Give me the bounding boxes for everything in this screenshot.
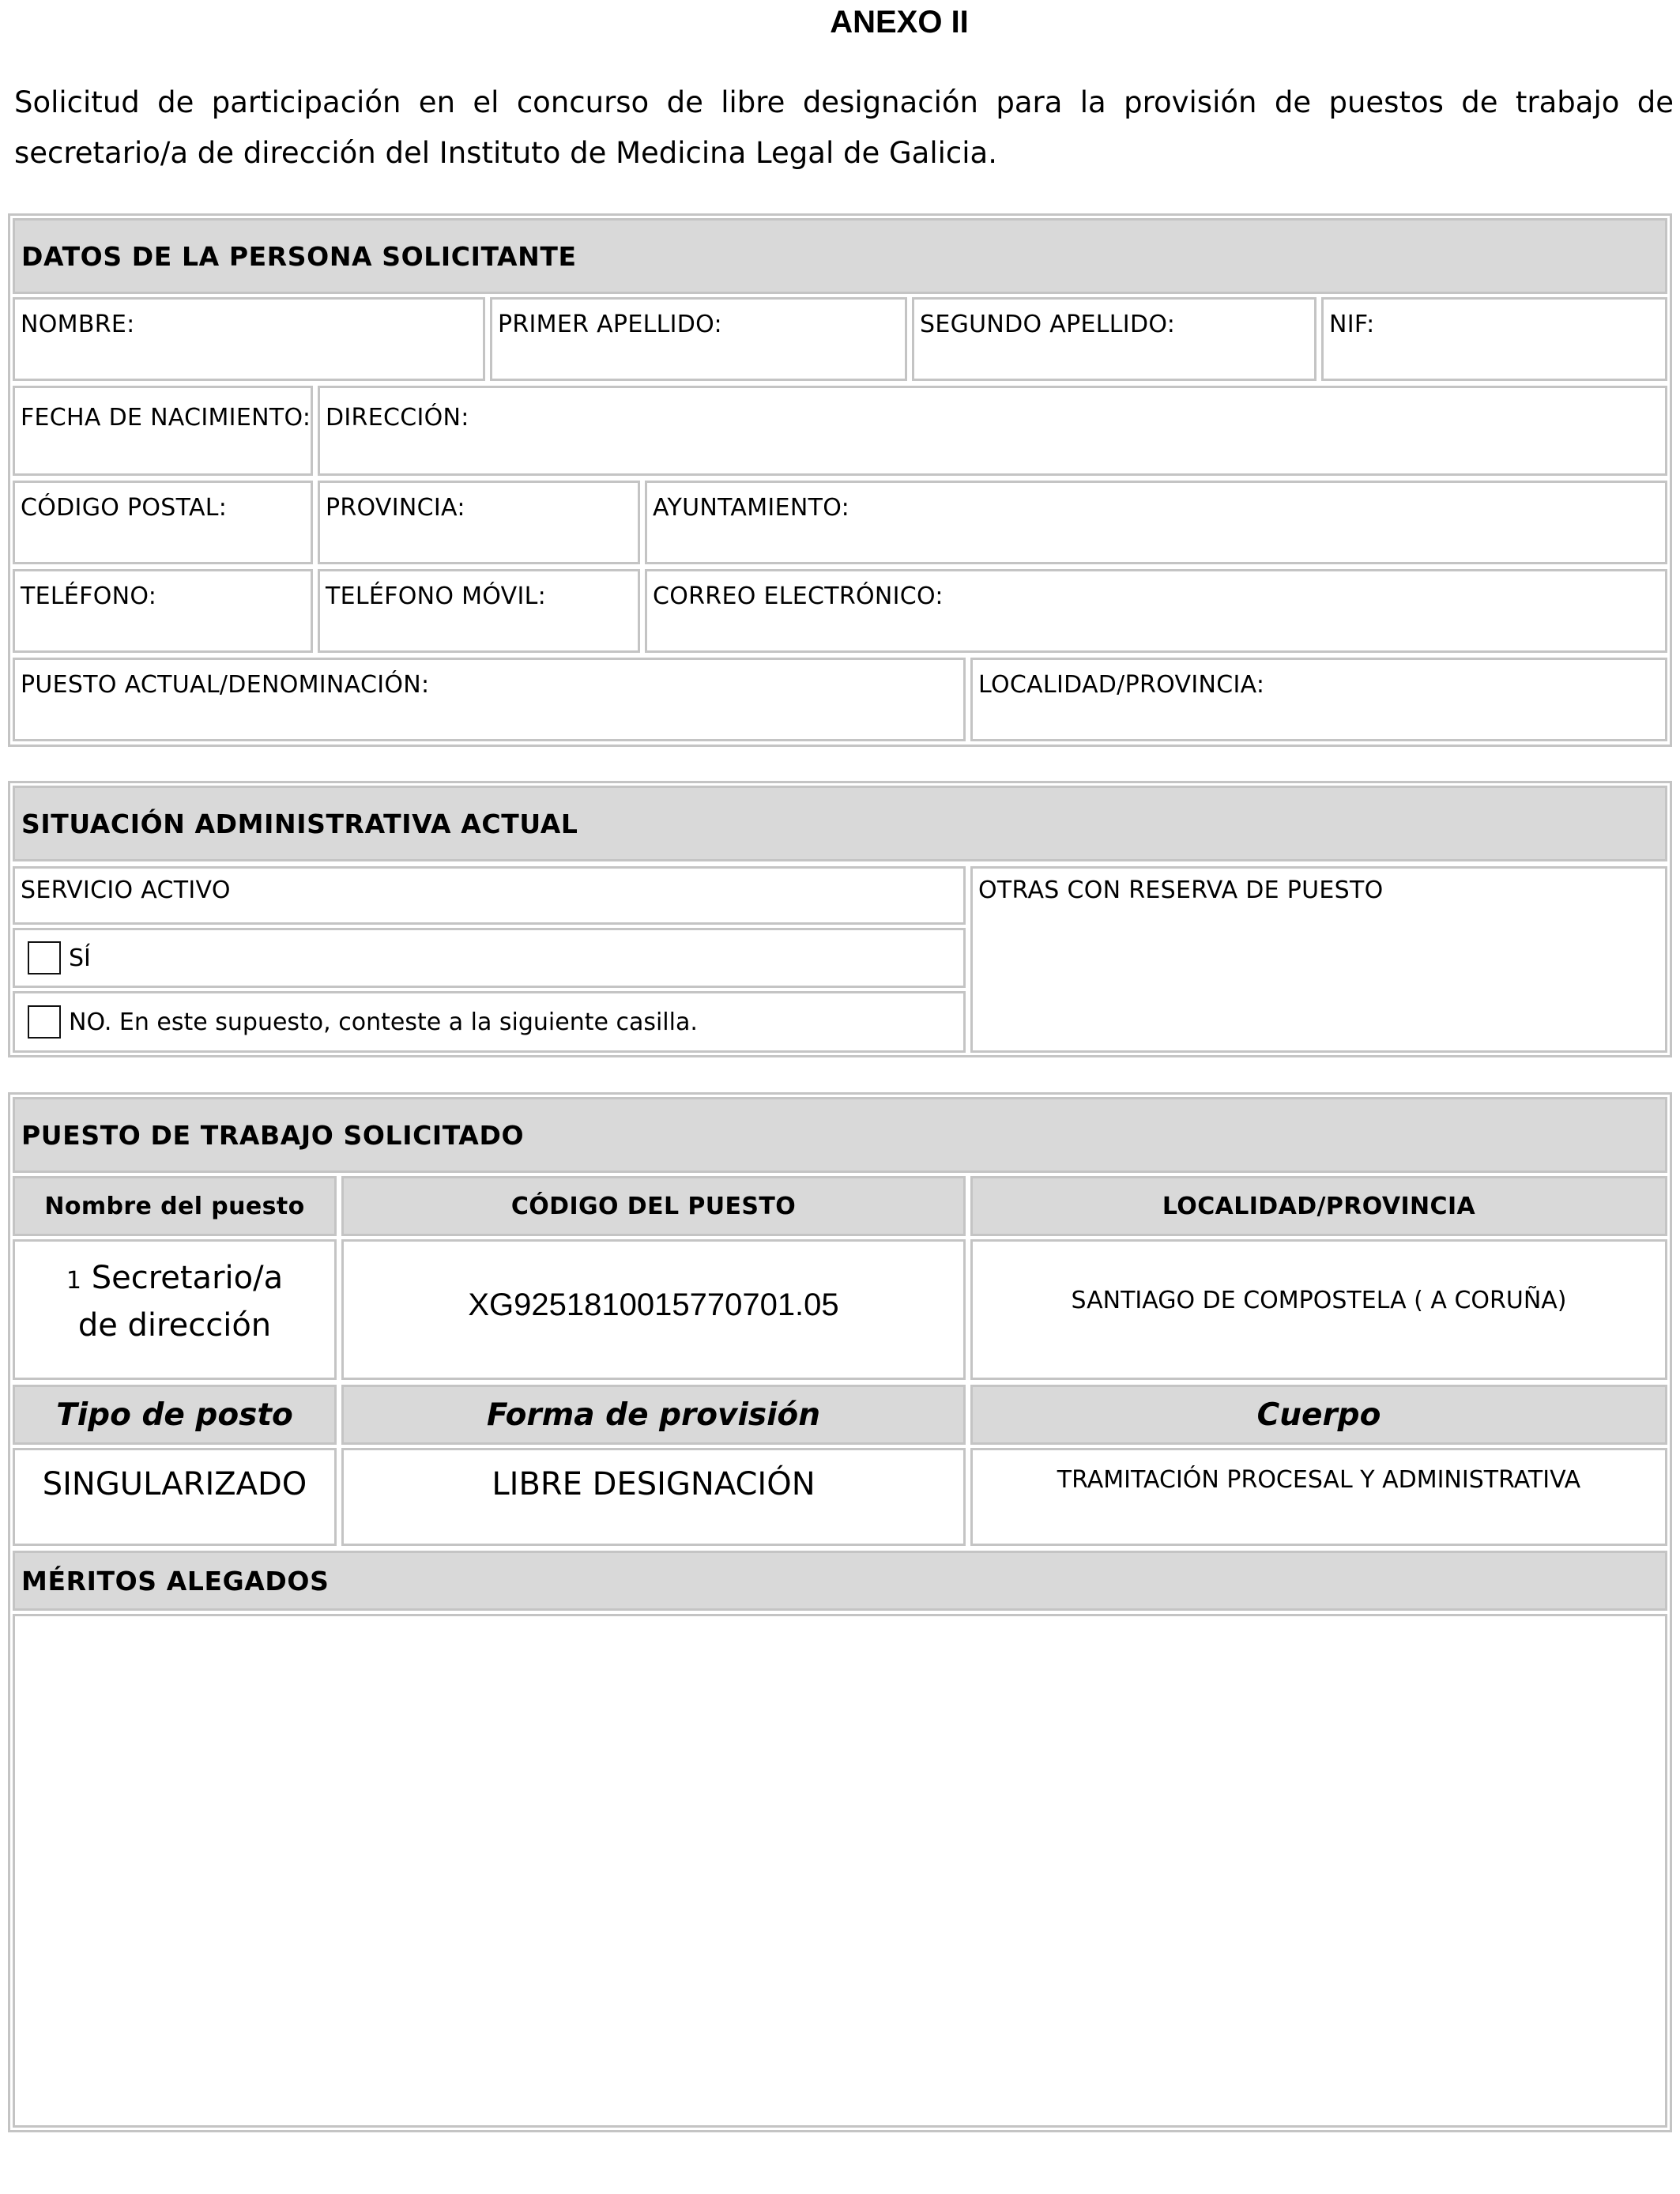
option-no-row[interactable] [13, 991, 966, 1053]
col-header-localidad-provincia: LOCALIDAD/PROVINCIA [970, 1176, 1667, 1236]
fecha-nacimiento-field[interactable]: FECHA DE NACIMIENTO: [13, 386, 313, 476]
position-location: SANTIAGO DE COMPOSTELA ( A CORUÑA) [1071, 1286, 1567, 1314]
ayuntamiento-field[interactable]: AYUNTAMIENTO: [645, 481, 1667, 564]
telefono-field[interactable]: TELÉFONO: [13, 569, 313, 653]
no-checkbox[interactable] [28, 1005, 61, 1039]
tipo-posto-value [13, 1448, 337, 1546]
forma-provision-value [341, 1448, 966, 1546]
position-code: XG9251810015770701.05 [468, 1287, 839, 1322]
option-si-row[interactable] [13, 928, 966, 988]
cuerpo-value [970, 1448, 1667, 1546]
page-title: ANEXO II [830, 5, 969, 40]
segundo-apellido-field[interactable]: SEGUNDO APELLIDO: [912, 297, 1317, 381]
position-section-heading: PUESTO DE TRABAJO SOLICITADO [13, 1097, 1667, 1173]
col-header-tipo-posto: Tipo de posto [13, 1385, 337, 1445]
col-header-cuerpo: Cuerpo [970, 1385, 1667, 1445]
option-si-label: SÍ [69, 944, 91, 972]
position-type: SINGULARIZADO [42, 1466, 307, 1502]
situation-section-heading: SITUACIÓN ADMINISTRATIVA ACTUAL [13, 786, 1667, 861]
nombre-puesto-value [13, 1239, 337, 1380]
col-header-codigo-puesto: CÓDIGO DEL PUESTO [341, 1176, 966, 1236]
nif-field[interactable]: NIF: [1321, 297, 1667, 381]
position-name: Secretario/a de dirección [77, 1260, 284, 1344]
position-body: TRAMITACIÓN PROCESAL Y ADMINISTRATIVA [1057, 1466, 1581, 1494]
direccion-field[interactable]: DIRECCIÓN: [318, 386, 1667, 476]
servicio-activo-label: SERVICIO ACTIVO [13, 866, 966, 925]
codigo-puesto-value [341, 1239, 966, 1380]
primer-apellido-field[interactable]: PRIMER APELLIDO: [490, 297, 907, 381]
applicant-section-heading: DATOS DE LA PERSONA SOLICITANTE [13, 218, 1667, 294]
codigo-postal-field[interactable]: CÓDIGO POSTAL: [13, 481, 313, 564]
col-header-nombre-puesto: Nombre del puesto [13, 1176, 337, 1236]
telefono-movil-field[interactable]: TELÉFONO MÓVIL: [318, 569, 640, 653]
option-no-label: NO. En este supuesto, conteste a la siguiente casilla. [69, 1008, 698, 1036]
intro-paragraph: Solicitud de participación en el concurso de libre designación para la provisión de puestos de trabajo de secretario/a de dirección del Instituto de Medicina Legal de Galicia. [14, 85, 1674, 170]
position-provision: LIBRE DESIGNACIÓN [492, 1466, 816, 1502]
position-count: 1 [66, 1267, 81, 1295]
puesto-actual-field[interactable]: PUESTO ACTUAL/DENOMINACIÓN: [13, 658, 966, 741]
col-header-forma-provision: Forma de provisión [341, 1385, 966, 1445]
localidad-value [970, 1239, 1667, 1380]
si-checkbox[interactable] [28, 941, 61, 974]
nombre-field[interactable]: NOMBRE: [13, 297, 485, 381]
localidad-provincia-field[interactable]: LOCALIDAD/PROVINCIA: [970, 658, 1667, 741]
correo-electronico-field[interactable]: CORREO ELECTRÓNICO: [645, 569, 1667, 653]
otras-reserva-field[interactable]: OTRAS CON RESERVA DE PUESTO [970, 866, 1667, 1053]
merits-field[interactable] [13, 1614, 1667, 2128]
merits-heading: MÉRITOS ALEGADOS [13, 1551, 1667, 1611]
provincia-field[interactable]: PROVINCIA: [318, 481, 640, 564]
